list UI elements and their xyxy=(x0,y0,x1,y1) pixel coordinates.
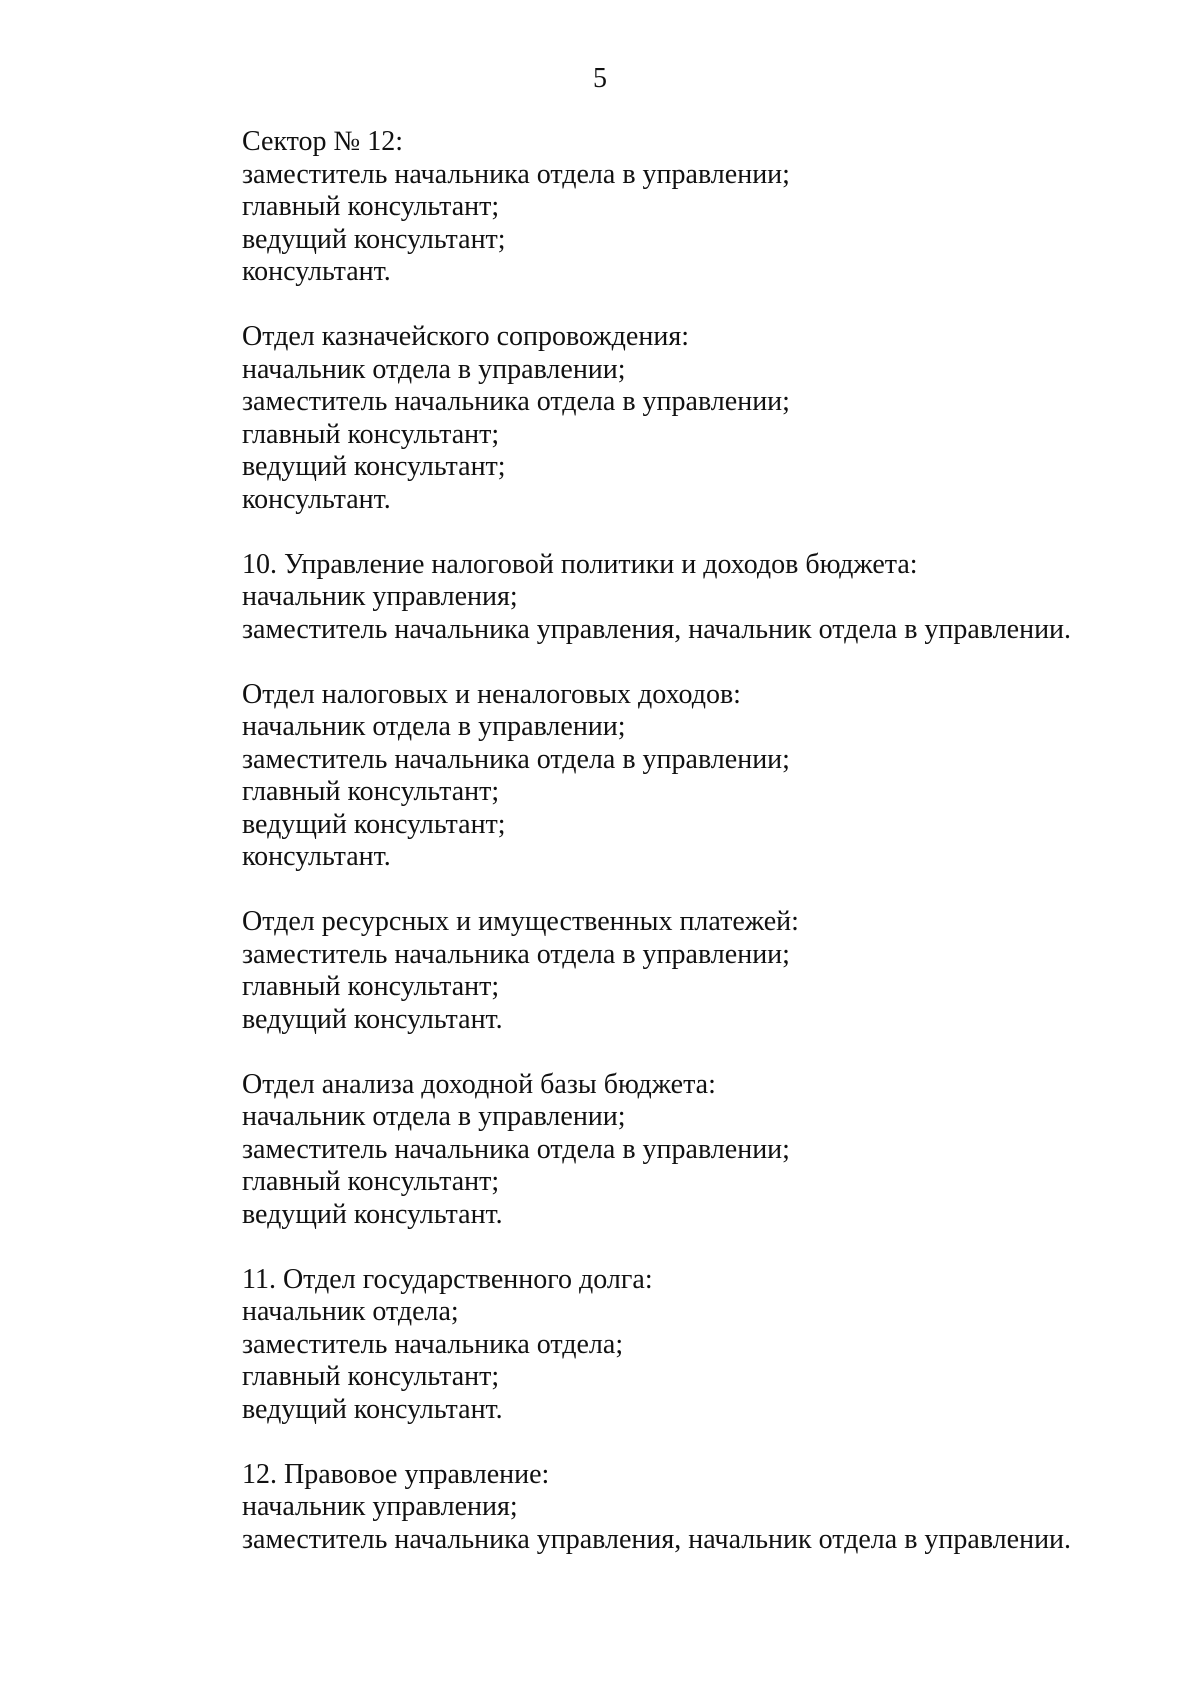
position-item: начальник отдела в управлении; xyxy=(242,711,626,742)
section-sector-12 xyxy=(242,126,1142,289)
position-item: заместитель начальника отдела в управлении; xyxy=(242,743,790,775)
section-heading: Отдел казначейского сопровождения: xyxy=(242,321,689,352)
position-item: заместитель начальника отдела; xyxy=(242,1328,624,1360)
position-item: главный консультант; xyxy=(242,1361,500,1392)
position-item: начальник отдела в управлении; xyxy=(242,1101,626,1132)
position-item: главный консультант; xyxy=(242,971,500,1002)
section-state-debt xyxy=(242,1264,1142,1427)
position-item: консультант. xyxy=(242,841,391,872)
position-item: начальник управления; xyxy=(242,581,518,612)
section-heading: 11. Отдел государственного долга: xyxy=(242,1263,653,1295)
position-item: главный консультант; xyxy=(242,776,500,807)
position-item: заместитель начальника управления, начальник отдела в управлении. xyxy=(242,613,1072,645)
section-heading: 10. Управление налоговой политики и доходов бюджета: xyxy=(242,548,918,580)
section-resource-payments xyxy=(242,906,1142,1036)
position-item: ведущий консультант; xyxy=(242,451,506,482)
position-item: главный консультант; xyxy=(242,418,500,450)
position-item: начальник отдела; xyxy=(242,1296,459,1327)
position-item: заместитель начальника отдела в управлении; xyxy=(242,158,790,190)
position-item: главный консультант; xyxy=(242,1166,500,1197)
position-item: заместитель начальника управления, начальник отдела в управлении. xyxy=(242,1523,1072,1555)
section-heading: Сектор № 12: xyxy=(242,126,404,157)
document-body xyxy=(242,126,1142,1589)
position-item: ведущий консультант; xyxy=(242,808,506,840)
position-item: заместитель начальника отдела в управлении; xyxy=(242,938,790,970)
position-item: ведущий консультант. xyxy=(242,1003,503,1035)
position-item: начальник управления; xyxy=(242,1491,518,1522)
position-item: консультант. xyxy=(242,483,391,515)
position-item: ведущий консультант. xyxy=(242,1198,503,1230)
position-item: начальник отдела в управлении; xyxy=(242,353,626,385)
section-legal-department xyxy=(242,1459,1142,1557)
section-tax-nontax-income xyxy=(242,679,1142,874)
section-treasury-support xyxy=(242,321,1142,516)
page-number: 5 xyxy=(593,63,607,94)
position-item: ведущий консультант; xyxy=(242,223,506,255)
position-item: главный консультант; xyxy=(242,191,500,222)
section-income-base-analysis xyxy=(242,1069,1142,1232)
section-heading: Отдел анализа доходной базы бюджета: xyxy=(242,1068,716,1100)
position-item: заместитель начальника отдела в управлении; xyxy=(242,386,790,417)
position-item: ведущий консультант. xyxy=(242,1393,503,1425)
section-heading: 12. Правовое управление: xyxy=(242,1458,550,1490)
position-item: консультант. xyxy=(242,256,391,287)
section-heading: Отдел ресурсных и имущественных платежей: xyxy=(242,906,799,937)
section-tax-policy-department xyxy=(242,549,1142,647)
position-item: заместитель начальника отдела в управлении; xyxy=(242,1133,790,1165)
section-heading: Отдел налоговых и неналоговых доходов: xyxy=(242,678,741,710)
